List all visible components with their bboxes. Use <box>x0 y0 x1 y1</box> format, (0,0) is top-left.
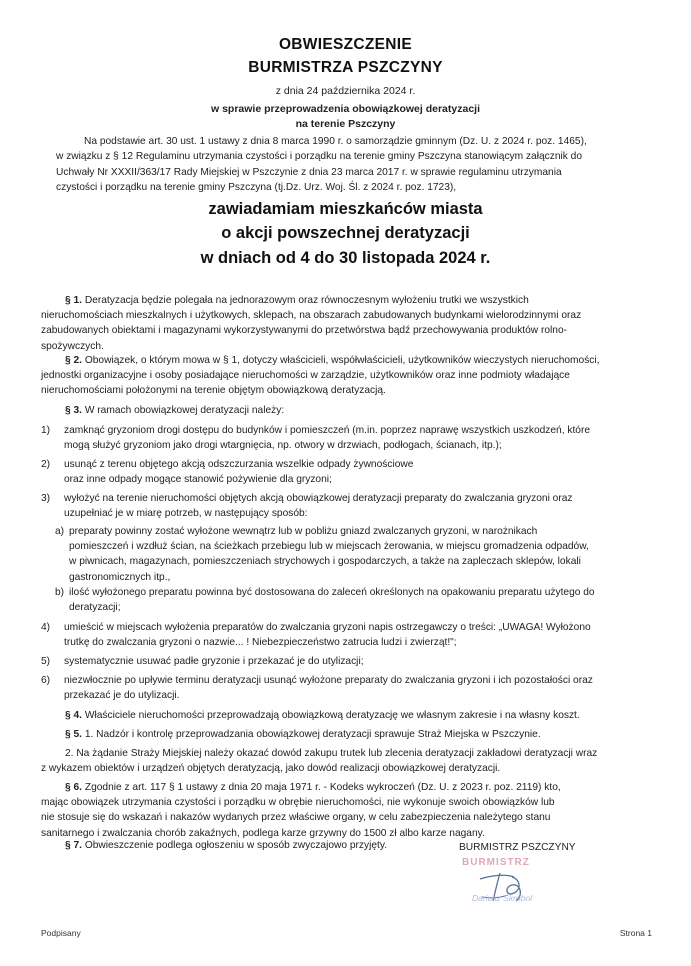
list-item <box>41 620 659 650</box>
list-item-number: 2) <box>41 459 51 470</box>
footer-signed-label: Podpisany <box>41 928 81 938</box>
list-item-line: usunąć z terenu objętego akcją odszczurzania wszelkie odpady żywnościowe <box>64 459 414 470</box>
announcement-line-2: o akcji powszechnej deratyzacji <box>221 224 470 242</box>
section-1-line: Deratyzacja będzie polegała na jednorazowym oraz równoczesnym wyłożeniu trutki we wszystkich <box>84 295 529 306</box>
sub-list-item-letter: b) <box>55 587 65 598</box>
section-2-label: § 2. <box>65 355 82 366</box>
section-2-line: nieruchomościami położonymi na terenie objętym obowiązkową deratyzacją. <box>41 385 386 397</box>
list-item-line: umieścić w miejscach wyłożenia preparatów do zwalczania gryzoni napis ostrzegawczy o treści: „UWAGA! Wyłożono <box>64 622 591 633</box>
section-5-line: 2. Na żądanie Straży Miejskiej należy okazać dowód zakupu trutek lub zlecenia deratyzacji zakładowi deratyzacji wraz <box>65 748 598 759</box>
sub-list-item-line: gastronomicznych itp., <box>69 571 171 583</box>
section-7-text: Obwieszczenie podlega ogłoszeniu w sposób zwyczajowo przyjęty. <box>84 840 388 851</box>
subject-line-1: w sprawie przeprowadzenia obowiązkowej deratyzacji <box>211 103 480 115</box>
legal-basis-line: w związku z § 12 Regulaminu utrzymania czystości i porządku na terenie gminy Pszczyna stanowiącym załącznik do <box>56 151 583 163</box>
section-5 <box>41 727 657 742</box>
section-4-text: Właściciele nieruchomości przeprowadzają obowiązkową deratyzację we własnym zakresie i na własny koszt. <box>84 710 580 721</box>
sub-list-item <box>55 524 659 585</box>
section-6-label: § 6. <box>65 782 82 793</box>
section-1-line: nieruchomościach mieszkalnych i użytkowych, sklepach, na obszarach zabudowanych budynkami wielorodzinnymi oraz <box>41 310 582 322</box>
section-6-line: sanitarnego i zwalczania chorób zakaźnych, podlega karze grzywny do 1500 zł albo karze nagany. <box>41 827 485 839</box>
list-item <box>41 491 659 521</box>
legal-basis-line: Na podstawie art. 30 ust. 1 ustawy z dnia 8 marca 1990 r. o samorządzie gminnym (Dz. U. z 2024 r. poz. 1465), <box>84 136 587 147</box>
section-3-text: W ramach obowiązkowej deratyzacji należy: <box>84 405 285 416</box>
list-item-line: oraz inne odpady mogące stanowić pożywienie dla gryzoni; <box>64 474 332 486</box>
section-3 <box>41 403 657 418</box>
section-1-line: spożywczych. <box>41 340 104 352</box>
page-number: Strona 1 <box>619 928 652 938</box>
section-5-text: 1. Nadzór i kontrolę przeprowadzania obowiązkowej deratyzacji sprawuje Straż Miejska w Pszczynie. <box>84 729 541 740</box>
sub-list-item-line: pomieszczeń i wzdłuż ścian, na ścieżkach przebiegu lub w miejscach żerowania, w miejscu gromadzenia odpadów, <box>69 541 589 553</box>
section-2-line: Obowiązek, o którym mowa w § 1, dotyczy właścicieli, współwłaścicieli, użytkowników wieczystych nieruchomości, <box>84 355 600 366</box>
section-1-line: zabudowanych obiektami i magazynami wykorzystywanymi do przetwórstwa bądź przechowywania produktów rolno- <box>41 325 568 337</box>
section-6 <box>41 780 657 841</box>
signature-stamp <box>462 855 582 915</box>
list-item-number: 5) <box>41 656 51 667</box>
announcement-line-3: w dniach od 4 do 30 listopada 2024 r. <box>200 249 491 267</box>
section-5-line: z wykazem obiektów i urządzeń objętych deratyzacją, jako dowód realizacji obowiązkowej deratyzacji. <box>41 763 501 775</box>
section-1-label: § 1. <box>65 295 82 306</box>
list-item-line: trutkę do zwalczania gryzoni o nazwie... ! Niebezpieczeństwo zatrucia ludzi i zwierząt!"; <box>64 637 457 649</box>
list-item-line: przekazać je do utylizacji. <box>64 690 180 702</box>
legal-basis <box>56 134 652 196</box>
document-date: z dnia 24 października 2024 r. <box>275 85 416 97</box>
section-7-label: § 7. <box>65 840 82 851</box>
sub-list-item <box>55 585 659 615</box>
section-2 <box>41 353 657 399</box>
list-item-line: zamknąć gryzoniom drogi dostępu do budynków i pomieszczeń (m.in. poprzez naprawę wszystkich uszkodzeń, które <box>64 425 591 436</box>
document-title: OBWIESZCZENIE <box>278 36 413 53</box>
list-item-line: uzupełniać je w miarę potrzeb, w następujący sposób: <box>64 508 308 520</box>
list-item <box>41 457 659 487</box>
section-4 <box>41 708 657 723</box>
list-item <box>41 423 659 453</box>
list-item-number: 1) <box>41 425 51 436</box>
list-item-line: systematycznie usuwać padłe gryzonie i przekazać je do utylizacji; <box>64 656 364 667</box>
list-item-number: 4) <box>41 622 51 633</box>
list-item <box>41 654 659 669</box>
section-1 <box>41 293 657 354</box>
list-item-line: niezwłocznie po upływie terminu deratyzacji usunąć wyłożone preparaty do zwalczania gryzoni i ich pozostałości oraz <box>64 675 593 686</box>
list-item-line: mogą służyć gryzoniom jako drogi wtargnięcia, np. otwory w drzwiach, podłogach, ścianach, itp.); <box>64 440 502 452</box>
sub-list-item-line: deratyzacji; <box>69 602 121 614</box>
section-4-label: § 4. <box>65 710 82 721</box>
legal-basis-line: Uchwały Nr XXXII/363/17 Rady Miejskiej w Pszczynie z dnia 23 marca 2017 r. w sprawie regulaminu utrzymania <box>56 166 562 178</box>
section-6-line: Zgodnie z art. 117 § 1 ustawy z dnia 20 maja 1971 r. - Kodeks wykroczeń (Dz. U. z 2023 r. poz. 2119) kto, <box>84 782 561 793</box>
section-6-line: nie stosuje się do wskazań i nakazów wydanych przez właściwe organy, w celu zabezpieczenia należytego stanu <box>41 812 551 824</box>
section-5-label: § 5. <box>65 729 82 740</box>
announcement-line-1: zawiadamiam mieszkańców miasta <box>208 200 483 218</box>
list-item-number: 6) <box>41 675 51 686</box>
section-5-point-2 <box>41 746 657 776</box>
legal-basis-line: czystości i porządku na terenie gminy Pszczyna (tj.Dz. Urz. Woj. Śl. z 2024 r. poz. 1723), <box>56 182 457 194</box>
sub-list-item-line: ilość wyłożonego preparatu powinna być dostosowana do zaleceń określonych na opakowaniu preparatu użytego do <box>69 587 595 598</box>
sub-list-item-line: w piwnicach, magazynach, pomieszczeniach strychowych i gospodarczych, a także na zapleczach sklepów, lokali <box>69 556 581 568</box>
document-issuer: BURMISTRZA PSZCZYNY <box>248 59 443 76</box>
handwritten-signature-icon <box>462 855 582 915</box>
stamp-name: Dariusz Skrobol <box>472 893 532 903</box>
sub-list-item-letter: a) <box>55 526 65 537</box>
section-3-label: § 3. <box>65 405 82 416</box>
section-6-line: mając obowiązek utrzymania czystości i porządku w obrębie nieruchomości, nie wykonuje swoich obowiązków lub <box>41 797 555 809</box>
sub-list-item-line: preparaty powinny zostać wyłożone wewnątrz lub w pobliżu gniazd zwalczanych gryzoni, w narożnikach <box>69 526 538 537</box>
list-item <box>41 673 659 703</box>
stamp-text: BURMISTRZ <box>462 857 530 868</box>
list-item-line: wyłożyć na terenie nieruchomości objętych akcją obowiązkowej deratyzacji preparaty do zwalczania gryzoni oraz <box>64 493 573 504</box>
section-2-line: jednostki organizacyjne i osoby posiadające nieruchomości w zarządzie, użytkowników oraz inne podmioty władające <box>41 370 570 382</box>
subject-line-2: na terenie Pszczyny <box>295 118 396 130</box>
signer-title: BURMISTRZ PSZCZYNY <box>459 842 576 853</box>
list-item-number: 3) <box>41 493 51 504</box>
